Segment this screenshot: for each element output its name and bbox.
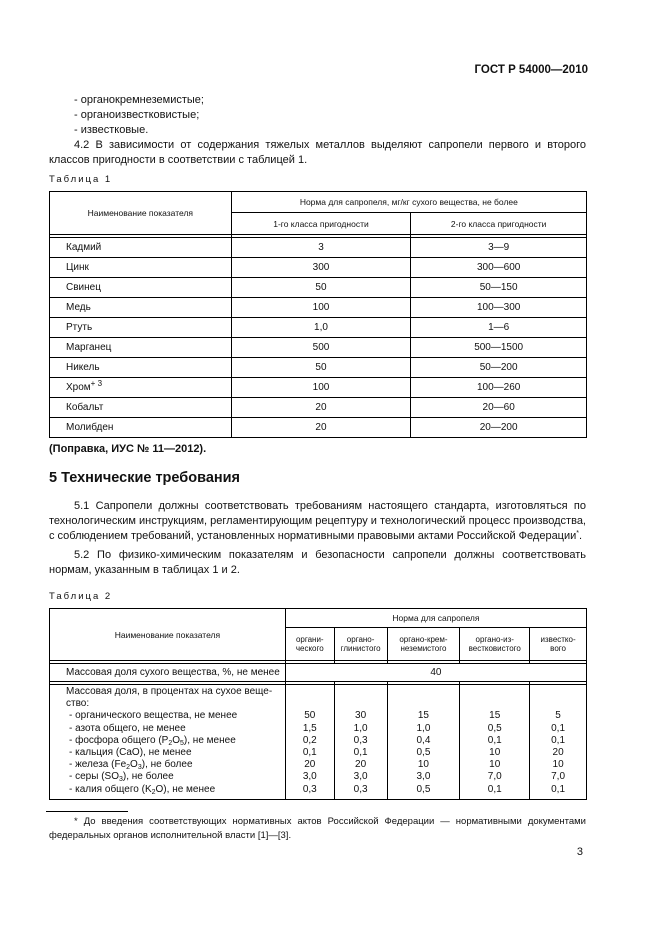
- values-col-2: 30 1,0 0,3 0,1 20 3,0 0,3: [334, 685, 387, 800]
- table2-type-2: органо- глинистого: [334, 628, 387, 661]
- table1-caption: Таблица 1: [49, 174, 113, 185]
- table2-type-4: органо-из- вестковистого: [460, 628, 530, 661]
- table-row: Хром$^{+ 3}$ 100 100—260: [50, 378, 587, 398]
- table-row: Медь 100 100—300: [50, 298, 587, 318]
- item-potassium: - калия общего $(K_2O)$, не менее: [69, 783, 216, 796]
- table-row: Марганец 500 500—1500: [50, 338, 587, 358]
- amendment-note: (Поправка, ИУС № 11—2012).: [49, 443, 207, 455]
- table-1: [49, 191, 587, 438]
- values-col-4: 15 0,5 0,1 10 10 7,0 0,1: [460, 685, 530, 800]
- page-number: 3: [576, 846, 583, 858]
- table1-header-name: Наименование показателя: [50, 192, 232, 235]
- table-row: Никель 50 50—200: [50, 358, 587, 378]
- table2-type-5: известко- вого: [530, 628, 587, 661]
- values-col-3: 15 1,0 0,4 0,5 10 3,0 0,5: [387, 685, 460, 800]
- intro-list: [74, 93, 594, 138]
- item-calcium: - кальция (CaO), не менее: [69, 746, 192, 758]
- table-2: [49, 608, 587, 800]
- item-iron: - железа $(Fe_2O_3)$, не более: [69, 759, 193, 772]
- paragraph-4-2: 4.2 В зависимости от содержания тяжелых металлов выделяют сапропели первого и второго классов пригодности в соответствии с таблицей 1.: [49, 139, 586, 166]
- paragraph-5-2: 5.2 По физико-химическим показателям и безопасности сапропели должны соответствовать нормам, указанным в таблицах 1 и 2.: [49, 549, 586, 576]
- table2-type-3: органо-крем- неземистого: [387, 628, 460, 661]
- table2-caption: Таблица 2: [49, 591, 113, 602]
- values-col-1: 50 1,5 0,2 0,1 20 3,0 0,3: [285, 685, 334, 800]
- table-row: Кобальт 20 20—60: [50, 398, 587, 418]
- table-row: Кадмий 3 3—9: [50, 238, 587, 258]
- footnote-divider: [46, 811, 128, 812]
- item-phosphorus: - фосфора общего $(P_2O_5)$, не менее: [69, 734, 236, 747]
- table1-header-group: Норма для сапропеля, мг/кг сухого вещества, не более: [231, 192, 586, 213]
- values-col-5: 5 0,1 0,1 20 10 7,0 0,1: [530, 685, 587, 800]
- item-organic: - органического вещества, не менее: [69, 710, 238, 722]
- table2-header-group: Норма для сапропеля: [285, 609, 586, 628]
- item-nitrogen: - азота общего, не менее: [69, 722, 186, 734]
- list-item: - известковые.: [74, 124, 149, 136]
- item-sulfur: - серы $(SO_3)$, не более: [69, 771, 174, 784]
- footnote: * До введения соответствующих нормативных актов Российской Федерации — нормативными документами федеральных органов исполнительной власти [1]—[3].: [49, 816, 586, 841]
- table1-header-class2: 2-го класса пригодности: [411, 213, 587, 235]
- table-row: Ртуть 1,0 1—6: [50, 318, 587, 338]
- document-code: ГОСТ Р 54000—2010: [474, 64, 588, 76]
- section-title: 5 Технические требования: [49, 470, 241, 486]
- list-item: - органоизвестковистые;: [74, 109, 200, 121]
- table-row: Массовая доля сухого вещества, %, не менее 40: [50, 664, 587, 682]
- table2-type-1: органи- ческого: [285, 628, 334, 661]
- paragraph-5-1: 5.1 Сапропели должны соответствовать требованиям настоящего стандарта, изготовляться по технологическим инструкциям, регламентирующим рецептуру и технологический процесс производства, с соблюдением требований, установленных нормативными правовыми актами Российской Федерации*.: [49, 500, 586, 542]
- list-item: - органокремнеземистые;: [74, 94, 204, 106]
- table2-header-name: Наименование показателя: [50, 609, 286, 661]
- table-row: Массовая доля, в процентах на сухое веще- ство: - органического вещества, не менее - азота общего, не менее - фосфора общего $(P_2O_5)$, не менее - кальция (CaO), не менее - железа $(Fe_2O_3)$, не более - серы $(SO_3)$, не более - калия общего $(K_2O)$, не менее 50 1,5 0,2 0,1 20 3,0 0,3 30 1,0 0,3 0,1 20 3,0 0,3 15 1,0 0,4 0,5 10 3,0 0,5 15 0,5 0,1 10 10 7,0 0,1 5 0,1 0,1 20 10 7,0 0,1: [50, 685, 587, 800]
- table1-header-class1: 1-го класса пригодности: [231, 213, 411, 235]
- table-row: Цинк 300 300—600: [50, 258, 587, 278]
- table-row: Свинец 50 50—150: [50, 278, 587, 298]
- table-row: Молибден 20 20—200: [50, 418, 587, 438]
